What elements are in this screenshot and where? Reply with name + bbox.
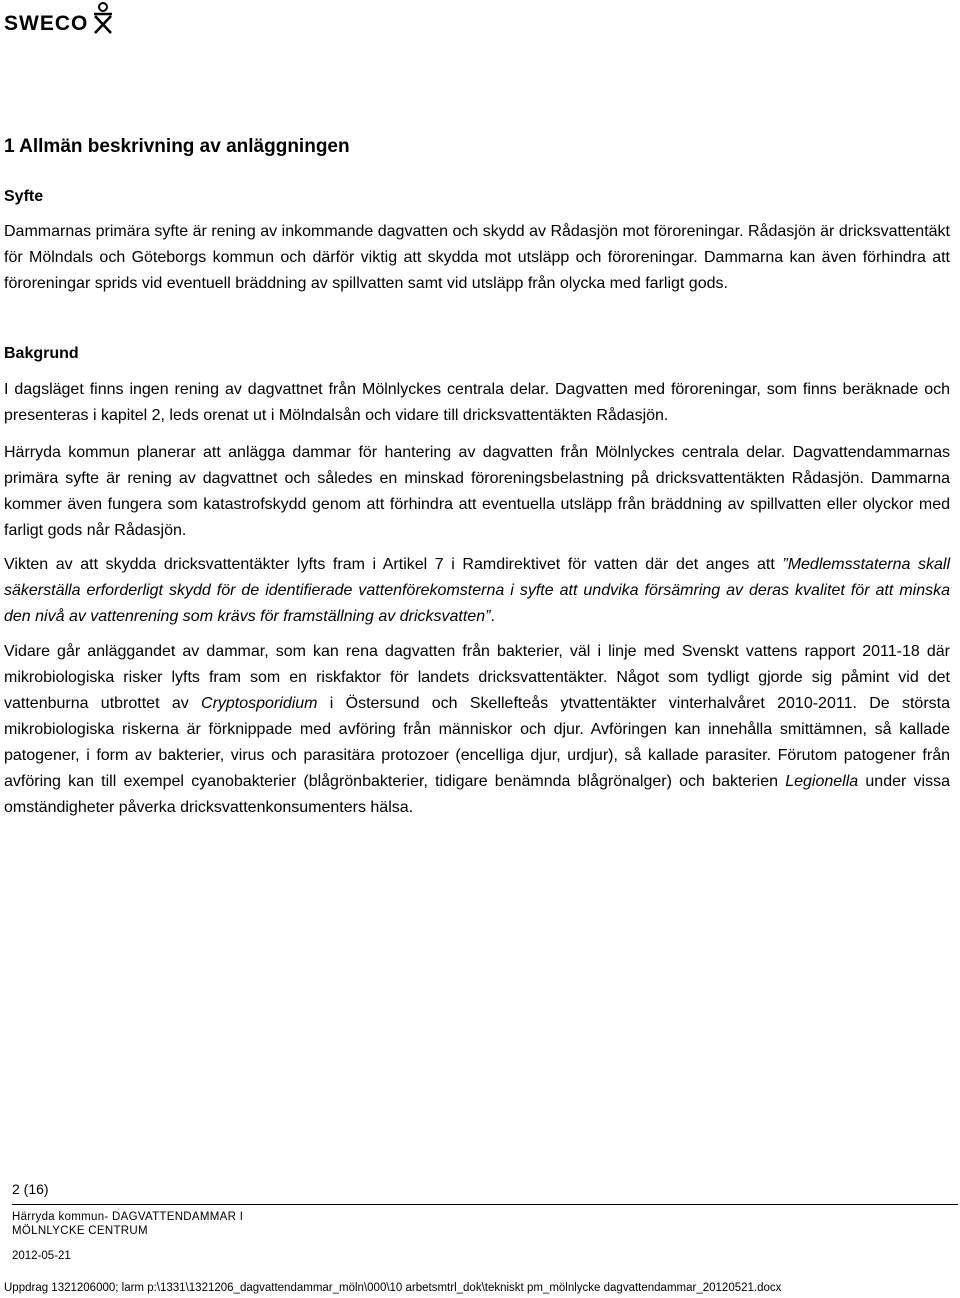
logo-text: SWECO [4,12,89,35]
footer-reference: Uppdrag 1321206000; larm p:\1331\1321206_dagvattendammar_möln\000\10 arbetsmtrl_dok\tekniskt pm_mölnlycke dagvattendammar_20120521.docx [4,1282,782,1294]
footer-title: Härryda kommun- DAGVATTENDAMMAR I MÖLNLYCKE CENTRUM [12,1211,244,1237]
sweco-logo [4,0,124,40]
p3-quote: ”Medlemsstaterna skall säkerställa erforderligt skydd för de identifierade vattenförekomsterna i syfte att undvika försämring av deras kvalitet för att minska den nivå av vattenrening som krävs för framställning av dricksvatten” [4,556,951,625]
heading-bakgrund: Bakgrund [4,345,79,362]
paragraph-bakgrund-3 [4,552,950,630]
footer-date: 2012-05-21 [12,1250,71,1262]
p3-end: . [490,608,495,625]
paragraph-bakgrund-4 [4,639,950,821]
logo-mark-icon [90,2,116,34]
p4-italic-legionella: Legionella [785,773,859,790]
paragraph-bakgrund-2: Härryda kommun planerar att anlägga dammar för hantering av dagvatten från Mölnlyckes centrala delar. Dagvattendammarnas primära syfte är rening av dagvattnet och således en minskad föroreningsbelastning på dricksvattentäkten Rådasjön. Dammarna kommer även fungera som katastrofskydd genom att förhindra att eventuella utsläpp från bräddning av spillvatten eller olyckor med farligt gods når Rådasjön. [4,444,950,539]
p4-b: i Östersund och Skellefteås ytvattentäkter vinterhalvåret 2010-2011. De största mikrobiologiska riskerna är förknippade med avföring från människor och djur. Avföringen kan innehålla smittämnen, så kallade patogener, i form av bakterier, virus och parasitära protozoer (encelliga djur, urdjur), så kallade parasiter. Förutom patogener från avföring kan till exempel cyanobakterier (blågrönbakterier, tidigare benämnda blågrönalger) och bakterien [4,695,950,790]
p3-lead: Vikten av att skydda dricksvattentäkter lyfts fram i Artikel 7 i Ramdirektivet för vatten där det anges att [4,556,783,573]
footer-divider [12,1204,958,1205]
heading-syfte: Syfte [4,188,44,205]
section-title: 1 Allmän beskrivning av anläggningen [4,136,350,157]
paragraph-bakgrund-1: I dagsläget finns ingen rening av dagvattnet från Mölnlyckes centrala delar. Dagvatten med föroreningar, som finns beräknade och presenteras i kapitel 2, leds orenat ut i Mölndalsån och vidare till dricksvattentäkten Rådasjön. [4,381,950,424]
p4-c: under vissa omständigheter påverka dricksvattenkonsumenters hälsa. [4,773,951,816]
paragraph-syfte: Dammarnas primära syfte är rening av inkommande dagvatten och skydd av Rådasjön mot föroreningar. Rådasjön är dricksvattentäkt för Mölndals och Göteborgs kommun och därför viktig att skydda mot utsläpp och föroreningar. Dammarna kan även förhindra att föroreningar sprids vid eventuell bräddning av spillvatten samt vid utsläpp från olycka med farligt gods. [4,223,950,292]
page-number: 2 (16) [12,1181,49,1197]
p4-a: Vidare går anläggandet av dammar, som kan rena dagvatten från bakterier, väl i linje med Svenskt vattens rapport 2011-18 där mikrobiologiska risker lyfts fram som en riskfaktor för landets dricksvattentäkter. Något som tydligt gjorde sig påmint vid det vattenburna utbrottet av [4,643,950,712]
p4-italic-cryptosporidium: Cryptosporidium [201,695,318,712]
